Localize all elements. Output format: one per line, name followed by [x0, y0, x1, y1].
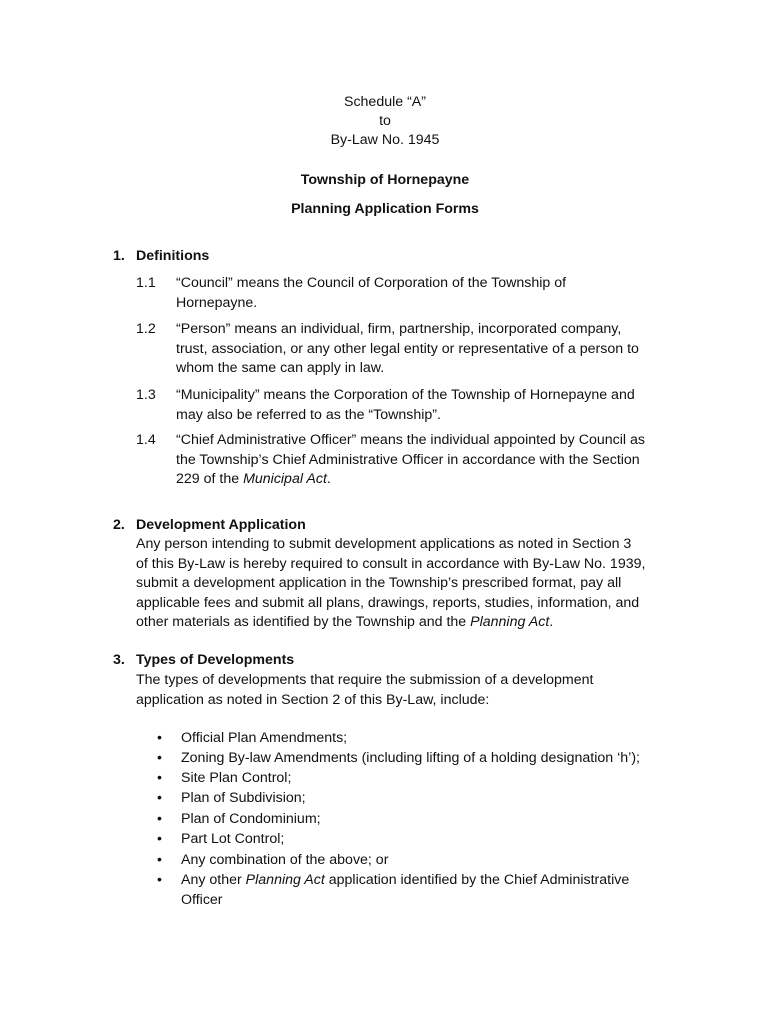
- text-line: whom the same can apply in law.: [176, 360, 385, 376]
- section-number: 1.: [113, 248, 125, 264]
- section-title: Types of Developments: [136, 652, 295, 668]
- schedule-label: Schedule “A”: [343, 94, 426, 110]
- section-title: Definitions: [136, 248, 210, 264]
- bullet-item: Official Plan Amendments;: [181, 730, 348, 746]
- schedule-to: to: [379, 113, 391, 129]
- text-line: Hornepayne.: [176, 294, 258, 311]
- section-number: 3.: [113, 652, 125, 668]
- text-span: .: [549, 614, 554, 630]
- text-line: “Council” means the Council of Corporation of the Township of: [176, 275, 567, 291]
- bullet-glyph: •: [157, 730, 162, 746]
- text-line: The types of developments that require the submission of a development: [136, 672, 594, 688]
- definition-text: [176, 431, 696, 490]
- text-line: “Person” means an individual, firm, partnership, incorporated company,: [176, 321, 622, 337]
- text-line: [176, 470, 696, 490]
- definition-number: 1.2: [136, 321, 156, 337]
- definition-text: [176, 274, 696, 313]
- bullet-item: Zoning By-law Amendments (including lifting of a holding designation ‘h’);: [181, 750, 640, 766]
- text-line: Any person intending to submit development applications as noted in Section 3: [136, 536, 632, 552]
- bullet-glyph: •: [157, 770, 162, 786]
- section-paragraph: [136, 535, 696, 633]
- definition-number: 1.4: [136, 432, 156, 448]
- bullet-glyph: •: [157, 831, 162, 847]
- italic-act-name: Planning Act: [470, 614, 550, 630]
- text-line: may also be referred to as the “Township”.: [176, 406, 441, 423]
- bullet-item: Plan of Condominium;: [181, 811, 321, 827]
- text-line: trust, association, or any other legal entity or representative of a person to: [176, 340, 639, 357]
- text-line: of this By-Law is hereby required to consult in accordance with By-Law No. 1939,: [136, 555, 646, 572]
- text-span: other materials as identified by the Township and the: [136, 614, 471, 630]
- definition-number: 1.3: [136, 387, 156, 403]
- text-line: application as noted in Section 2 of this By-Law, include:: [136, 691, 490, 708]
- bullet-glyph: •: [157, 852, 162, 868]
- bylaw-number: By-Law No. 1945: [330, 132, 440, 148]
- bullet-glyph: •: [157, 811, 162, 827]
- bullet-glyph: •: [157, 872, 162, 888]
- bullet-item: Plan of Subdivision;: [181, 790, 306, 806]
- text-span: 229 of the: [176, 471, 244, 487]
- definition-text: [176, 320, 696, 379]
- bullet-item: Any combination of the above; or: [181, 852, 389, 868]
- text-line: Officer: [181, 891, 223, 908]
- italic-act-name: Planning Act: [245, 872, 325, 888]
- text-line: “Chief Administrative Officer” means the individual appointed by Council as: [176, 432, 645, 448]
- text-line: submit a development application in the Township’s prescribed format, pay all: [136, 575, 622, 591]
- text-span: Any other: [181, 872, 246, 888]
- text-line: the Township’s Chief Administrative Officer in accordance with the Section: [176, 451, 640, 468]
- text-line: applicable fees and submit all plans, drawings, reports, studies, information, and: [136, 594, 640, 611]
- definition-text: [176, 386, 696, 425]
- italic-act-name: Municipal Act: [243, 471, 327, 487]
- text-line: “Municipality” means the Corporation of the Township of Hornepayne and: [176, 387, 635, 403]
- bullet-item: Part Lot Control;: [181, 831, 285, 847]
- text-span: .: [326, 471, 331, 487]
- definition-number: 1.1: [136, 275, 156, 291]
- section-number: 2.: [113, 517, 125, 533]
- section-paragraph: [136, 671, 696, 710]
- text-span: application identified by the Chief Administrative: [324, 872, 630, 888]
- bullet-glyph: •: [157, 750, 162, 766]
- document-subtitle: Planning Application Forms: [291, 201, 479, 217]
- text-line: [181, 871, 681, 891]
- bullet-glyph: •: [157, 790, 162, 806]
- bullet-item: [181, 871, 681, 910]
- bullet-item: Site Plan Control;: [181, 770, 292, 786]
- section-title: Development Application: [136, 517, 306, 533]
- text-line: [136, 613, 696, 633]
- document-title: Township of Hornepayne: [300, 172, 470, 188]
